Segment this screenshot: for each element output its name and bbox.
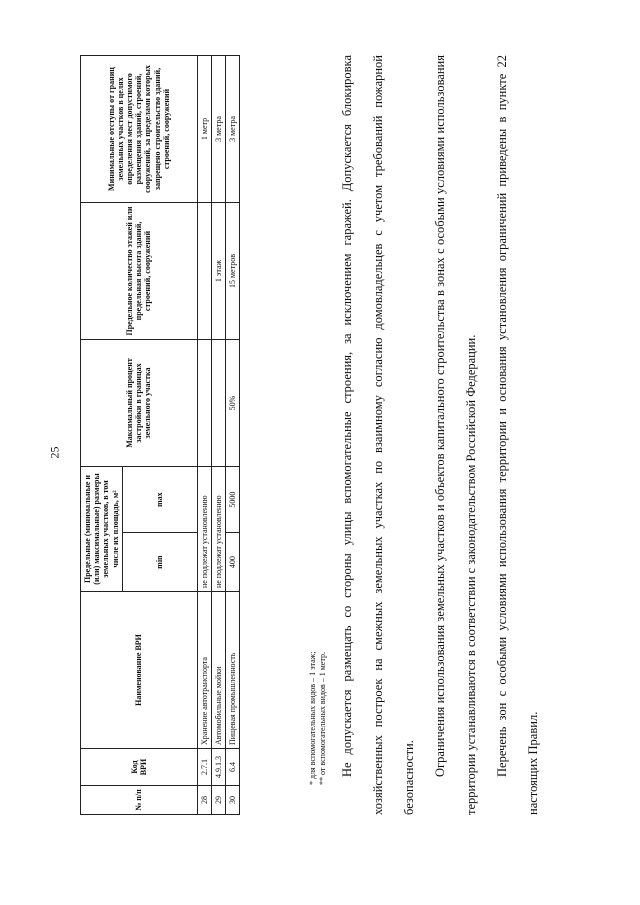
row-sizes: не подлежат установлению: [211, 467, 225, 592]
row-min: 400: [226, 533, 240, 592]
header-min: min: [122, 533, 197, 592]
header-percent: Максимальный процент застройки в границах земельного участка: [81, 340, 198, 467]
row-percent: 50%: [226, 340, 240, 467]
table-notes: [308, 652, 329, 785]
row-code: 6.4: [226, 749, 240, 786]
row-setback: 3 метра: [226, 56, 240, 203]
table-row: [197, 56, 211, 815]
row-num: 30: [226, 786, 240, 815]
paragraph: Не допускается размещать со стороны улицы вспомогательные строения, за исключением гаражей. Допускается блокировка хозяйственных построек на смежных земельных участках по взаимному согласию домовладельцев с учетом требований пожарной безопасности.: [340, 55, 416, 815]
header-max: max: [122, 467, 197, 533]
table-row: [226, 56, 240, 815]
row-sizes: не подлежат установлению: [197, 467, 211, 592]
row-floors: 15 метров: [226, 203, 240, 340]
note-floors: * для вспомогательных видов – 1 этаж;: [308, 651, 317, 785]
page-number: 25: [47, 446, 62, 459]
row-setback: 3 метра: [211, 56, 225, 203]
row-name: Хранение автотранспорта: [197, 592, 211, 749]
table-row: [211, 56, 225, 815]
row-setback: 1 метр: [197, 56, 211, 203]
regulations-table: [80, 55, 240, 815]
rotated-page-content: [40, 45, 600, 845]
row-max: 5000: [226, 467, 240, 533]
header-code: Код ВРИ: [81, 749, 198, 786]
row-floors: [197, 203, 211, 340]
paragraph: Перечень зон с особыми условиями использования территории и основания установления ограничений приведены в пункте 22 настоящих Правил.: [495, 55, 540, 815]
body-text: [332, 55, 549, 815]
row-code: 4.9.1.3: [211, 749, 225, 786]
note-setback: ** от вспомогательных видов – 1 метр.: [318, 652, 328, 785]
row-floors: 1 этаж: [211, 203, 225, 340]
row-name: Пищевая промышленность: [226, 592, 240, 749]
paragraph: Ограничения использования земельных участков и объектов капитального строительства в зонах с особыми условиями использования территории устанавливаются в соответствии с законодательством Российской Федерации.: [433, 55, 478, 815]
row-code: 2.7.1: [197, 749, 211, 786]
header-num: № п/п: [81, 786, 198, 815]
header-sizes: Предельные (минимальные и (или) максимальные) размеры земельных участков, в том числе их площадь, м²: [81, 467, 123, 592]
header-floors: Предельное количество этажей или предельная высота зданий, строений, сооружений: [81, 203, 198, 340]
header-setback: Минимальные отступы от границ земельных участков в целях определения мест допустимого размещения зданий, строений, сооружений, за пределами которых запрещено строительство зданий, строений, сооружений: [81, 56, 198, 203]
row-name: Автомобильные мойки: [211, 592, 225, 749]
row-percent: [197, 340, 211, 467]
row-percent: [211, 340, 225, 467]
row-num: 28: [197, 786, 211, 815]
header-name: Наименование ВРИ: [81, 592, 198, 749]
row-num: 29: [211, 786, 225, 815]
